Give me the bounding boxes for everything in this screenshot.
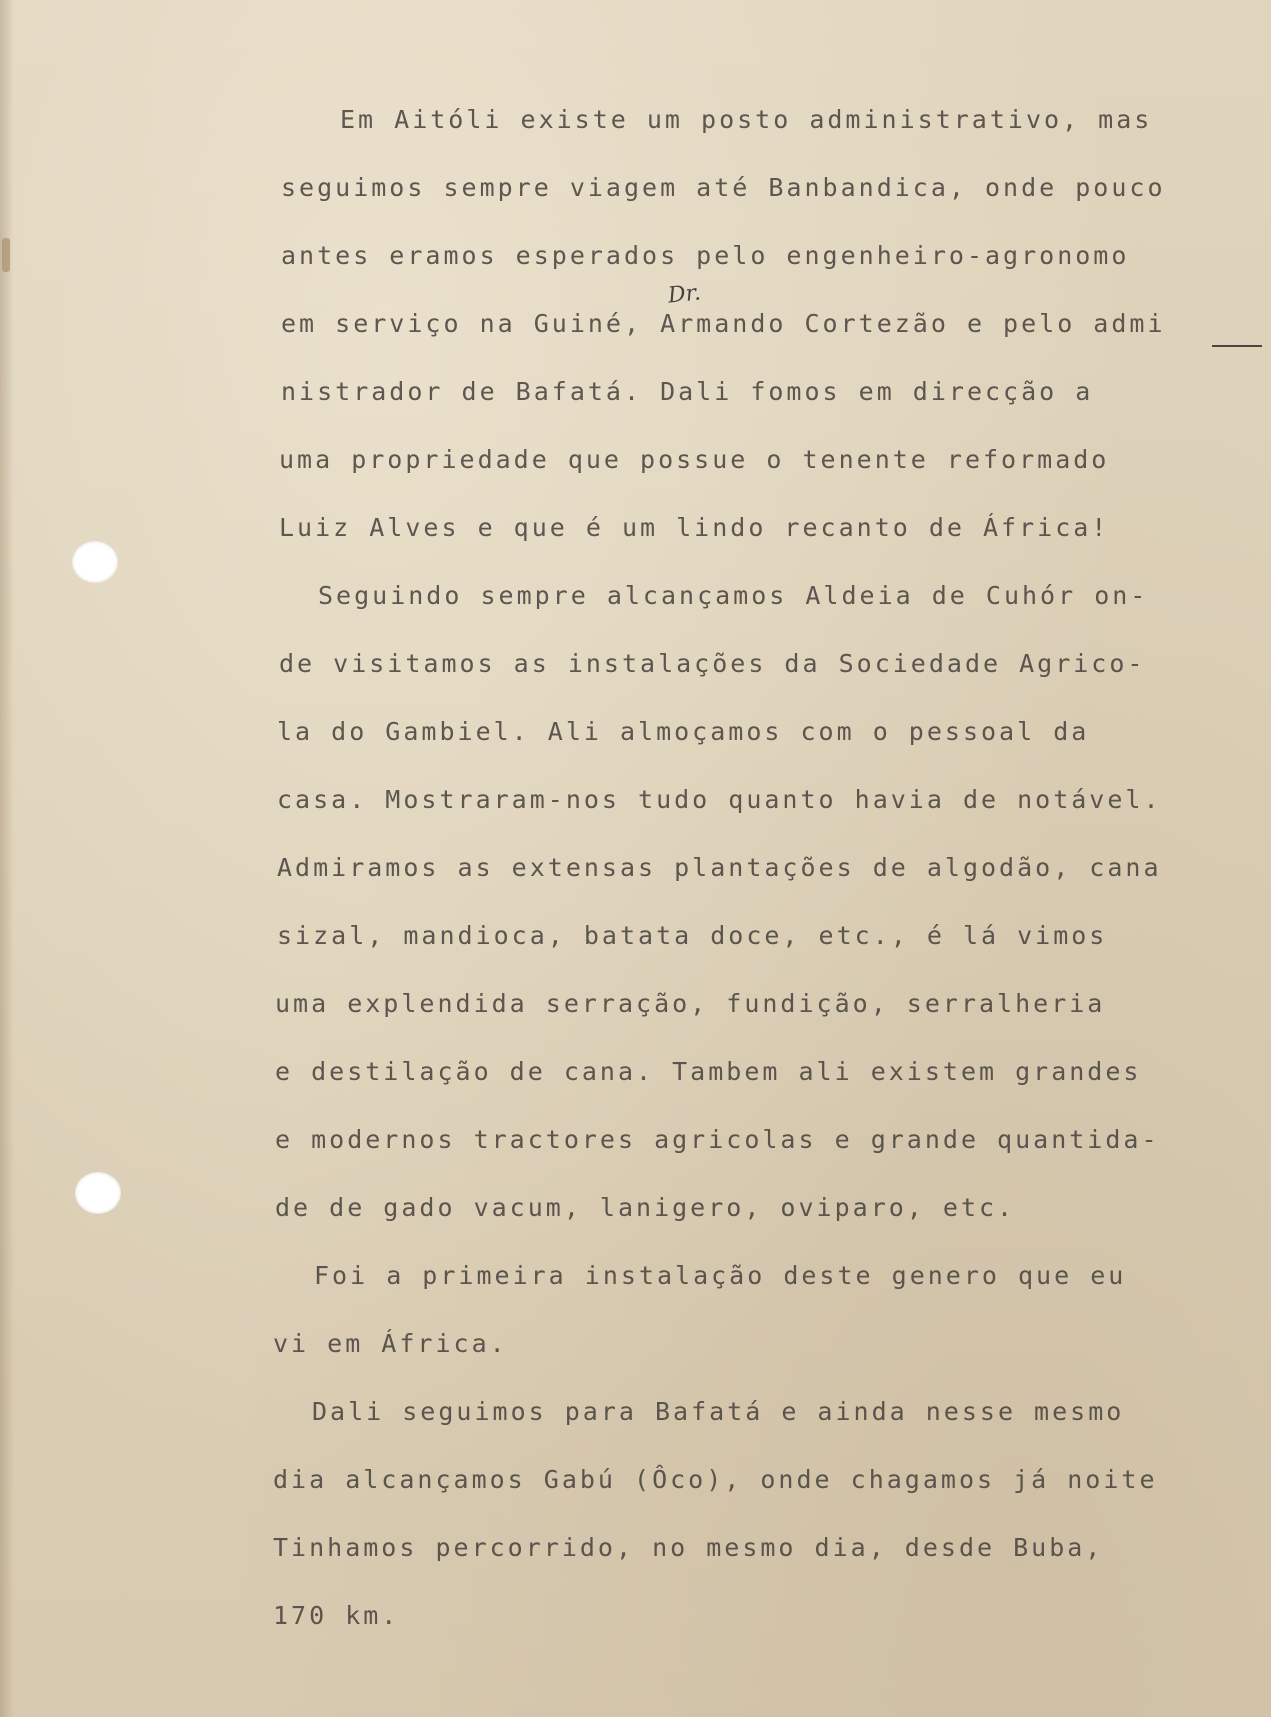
text-line: Em Aitóli existe um posto administrativo, mas	[340, 105, 1153, 134]
text-line: vi em África.	[273, 1329, 508, 1358]
text-line: casa. Mostraram-nos tudo quanto havia de notável.	[277, 785, 1162, 814]
text-line: de visitamos as instalações da Sociedade Agrico-	[279, 649, 1146, 678]
text-line: dia alcançamos Gabú (Ôco), onde chagamos já noite	[273, 1465, 1158, 1494]
text-line: Foi a primeira instalação deste genero que eu	[314, 1261, 1127, 1290]
punch-hole-top	[72, 541, 118, 583]
paper-edge-mark	[2, 238, 10, 272]
text-line: sizal, mandioca, batata doce, etc., é lá vimos	[277, 921, 1108, 950]
text-line: Luiz Alves e que é um lindo recanto de África!	[279, 513, 1110, 542]
text-line: nistrador de Bafatá. Dali fomos em direcção a	[281, 377, 1094, 406]
text-line: uma propriedade que possue o tenente reformado	[279, 445, 1110, 474]
handwritten-annotation: Dr.	[666, 280, 702, 309]
text-line: Seguindo sempre alcançamos Aldeia de Cuhór on-	[318, 581, 1149, 610]
text-line: uma explendida serração, fundição, serralheria	[275, 989, 1106, 1018]
text-line: Tinhamos percorrido, no mesmo dia, desde Buba,	[273, 1533, 1104, 1562]
text-line: seguimos sempre viagem até Banbandica, onde pouco	[281, 173, 1166, 202]
text-line: em serviço na Guiné, Armando Cortezão e pelo admi	[281, 309, 1166, 338]
text-line: Admiramos as extensas plantações de algodão, cana	[277, 853, 1162, 882]
text-line: antes eramos esperados pelo engenheiro-agronomo	[281, 241, 1130, 270]
text-line: e destilação de cana. Tambem ali existem grandes	[275, 1057, 1142, 1086]
punch-hole-bottom	[75, 1172, 121, 1214]
text-line: e modernos tractores agricolas e grande quantida-	[275, 1125, 1160, 1154]
text-line: Dali seguimos para Bafatá e ainda nesse mesmo	[312, 1397, 1125, 1426]
text-line: 170 km.	[273, 1601, 400, 1630]
handwritten-underline	[1212, 345, 1262, 347]
text-line: la do Gambiel. Ali almoçamos com o pessoal da	[277, 717, 1090, 746]
text-line: de de gado vacum, lanigero, oviparo, etc.	[275, 1193, 1016, 1222]
